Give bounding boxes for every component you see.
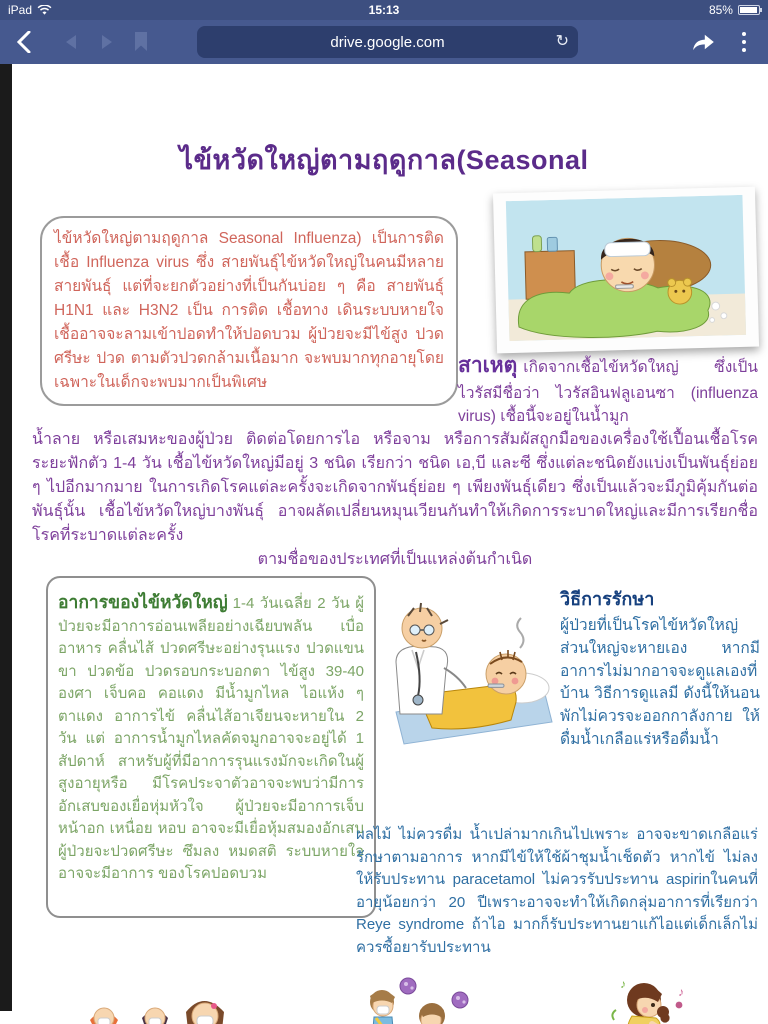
treatment-lead-text: ผู้ป่วยที่เป็นโรคไข้หวัดใหญ่ส่วนใหญ่จะหายเอง หากมีอาการไม่มากอาจจะดูแลเองที่บ้าน วิธีการดูแลมี ดังนี้ให้นอนพักไม่ควรจะออกกาลังกาย ให้ดื่มน้ำเกลือแร่หรือดื่มน้ำ (560, 616, 760, 749)
cause-lead-text: เกิดจากเชื้อไข้หวัดใหญ่ ซึ่งเป็นไวรัสมีชื่อว่า ไวรัสอินฟลูเอนซา (influenza virus) เชื้อนี้จะอยู่ในน้ำมูก (458, 359, 758, 425)
browser-toolbar (0, 20, 768, 64)
nav-previous-icon[interactable] (60, 20, 82, 64)
device-label: iPad (8, 3, 33, 17)
url-bar[interactable] (197, 26, 578, 58)
figure-doctor-patient (382, 590, 556, 755)
page-title: ไข้หวัดใหญ่ตามฤดูกาล(Seasonal (179, 145, 589, 175)
status-left (8, 3, 128, 17)
cause-origin-line: ตามชื่อของประเทศที่เป็นแหล่งต้นกำเนิด (257, 551, 533, 568)
clock: 15:13 (368, 3, 400, 17)
document-viewport (0, 64, 768, 1024)
url-text: drive.google.com (330, 33, 445, 51)
vertical-dots-icon (742, 32, 746, 52)
wifi-icon (37, 5, 52, 16)
sick-child-illustration (501, 195, 751, 341)
kids-germs-illustration (328, 974, 518, 1024)
intro-box: ไข้หวัดใหญ่ตามฤดูกาล Seasonal Influenza) เป็นการติดเชื้อ Influenza virus ซึ่ง สายพันธุ์ไข้หวัดใหญ่ในคนมีหลายสายพันธุ์ แต่ที่จะยกตัวอย่างที่เป็นกันบ่อย ๆ คือ สายพันธุ์ H1N1 และ H3N2 เป็น การติด เชื้อทาง เดินระบบหายใจ เชื้ออาจจะลามเข้าปอดทำให้ปอดบวม ผู้ป่วยจะมีไข้สูง ปวดศรีษะ ปวด ตามตัวปวดกล้ามเนื้อมาก จะพบมากทุกอายุโดยเฉพาะในเด็กจะพบมากเป็นพิเศษ (40, 216, 458, 406)
battery-percent: 85% (708, 3, 733, 17)
figure-kids-germs (328, 974, 518, 1024)
doctor-patient-illustration (382, 590, 556, 755)
svg-text:♪: ♪ (678, 985, 684, 999)
left-edge-strip (0, 64, 12, 1011)
figure-sick-child (493, 187, 759, 354)
symptoms-body-text: 1-4 วันเฉลี่ย 2 วัน ผู้ป่วยจะมีอาการอ่อนเพลียอย่างเฉียบพลัน เบื่ออาหาร คลื่นไส้ ปวดศรีษะอย่างรุนแรง ปวดแขนขา ปวดข้อ ปวดรอบกระบอกตา ไข้สูง 39-40 องศา เจ็บคอ คอแดง มีน้ำมูกไหล ไอแห้ง ๆ ตาแดง อาการไข้ คลื่นไส้อาเจียนจะหายใน 2 วัน แต่ อาการน้ำมูกไหลคัดจมูกอาจจะอยู่ได้ 1 สัปดาห์ สาหรับผู้ที่มีอาการรุนแรงมักจะเกิดในผู้สูงอายุหรือ มีโรคประจาตัวอาจจะพบว่ามีการอักเสบของเยื่อหุ่มหัวใจ ผู้ป่วยจะมีอาการเจ็บหน้าอก เหนื่อย หอบ อาจจะมีเยื่อหุ้มสมองอักเสบ ผู้ป่วยจะปวดศรีษะ ซึมลง หมดสติ ระบบหายใจอาจจะมีอาการ ของโรคปอดบวม (58, 595, 364, 882)
figure-washing-girl (552, 974, 747, 1024)
nav-next-icon[interactable] (96, 20, 118, 64)
cause-body-text: น้ำลาย หรือเสมหะของผู้ป่วย ติดต่อโดยการไอ หรือจาม หรือการสัมผัสถูกมือของเครื่องใช้เปื้อนเชื้อโรค ระยะฟักตัว 1-4 วัน เชื้อไข้หวัดใหญ่มีอยู่ 3 ชนิด เรียกว่า ชนิด เอ,บี และซี ซึ่งแต่ละชนิดยังแบ่งเป็นพันธุ์ย่อย ๆ ไปอีกมากมาย ในการเกิดโรคแต่ละครั้งจะเกิดจากพันธุ์ย่อย ๆ เพียงพันธุ์เดียว ซึ่งเป็นแล้วจะมีภูมิคุ้มกันต่อพันธุ์นั้น เชื้อไข้หวัดใหญ่บางพันธุ์ อาจผลัดเปลี่ยนหมุนเวียนกันทำให้เกิดการระบาดใหญ่และมีการเรียกชื่อโรคที่ระบาดแต่ละครั้ง (32, 431, 758, 544)
treatment-heading: วิธีการรักษา (560, 589, 655, 609)
washing-girl-illustration (552, 974, 747, 1024)
svg-text:♪: ♪ (620, 977, 626, 991)
back-button[interactable] (10, 20, 38, 64)
masked-girls-illustration (68, 982, 263, 1024)
status-bar (0, 0, 768, 20)
cause-heading: สาเหตุ (458, 354, 518, 377)
overflow-menu-button[interactable] (734, 20, 754, 64)
figure-masked-girls (68, 982, 263, 1024)
bookmark-icon[interactable] (130, 20, 152, 64)
symptoms-box (46, 576, 376, 918)
status-right (640, 3, 760, 17)
cause-lead (458, 350, 758, 428)
treatment-lead (560, 586, 760, 752)
battery-icon (738, 5, 760, 15)
symptoms-heading: อาการของไข้หวัดใหญ่ (58, 592, 228, 612)
treatment-body: ผลไม้ ไม่ควรดื่ม น้ำเปล่ามากเกินไปเพราะ อาจจะขาดเกลือแร่ รักษาตามอาการ หากมีไข้ให้ใช้ผ้าชุมน้ำเช็ดตัว หากไข้ ไม่ลงให้รับประทาน paracetamol ไม่ควรรับประทาน aspirinในคนที่อายุน้อยกว่า 20 ปีเพราะอาจจะทำให้เกิดกลุ่มอาการที่เรียกว่า Reye syndrome ถ้าไอ มากก็รับประทานยาแก้ไอแต่เด็กเล็กไม่ควรซื้อยารับประทาน (356, 826, 758, 956)
refresh-button[interactable]: ↻ (555, 31, 569, 50)
cause-body (32, 428, 758, 572)
share-button[interactable] (686, 20, 720, 64)
